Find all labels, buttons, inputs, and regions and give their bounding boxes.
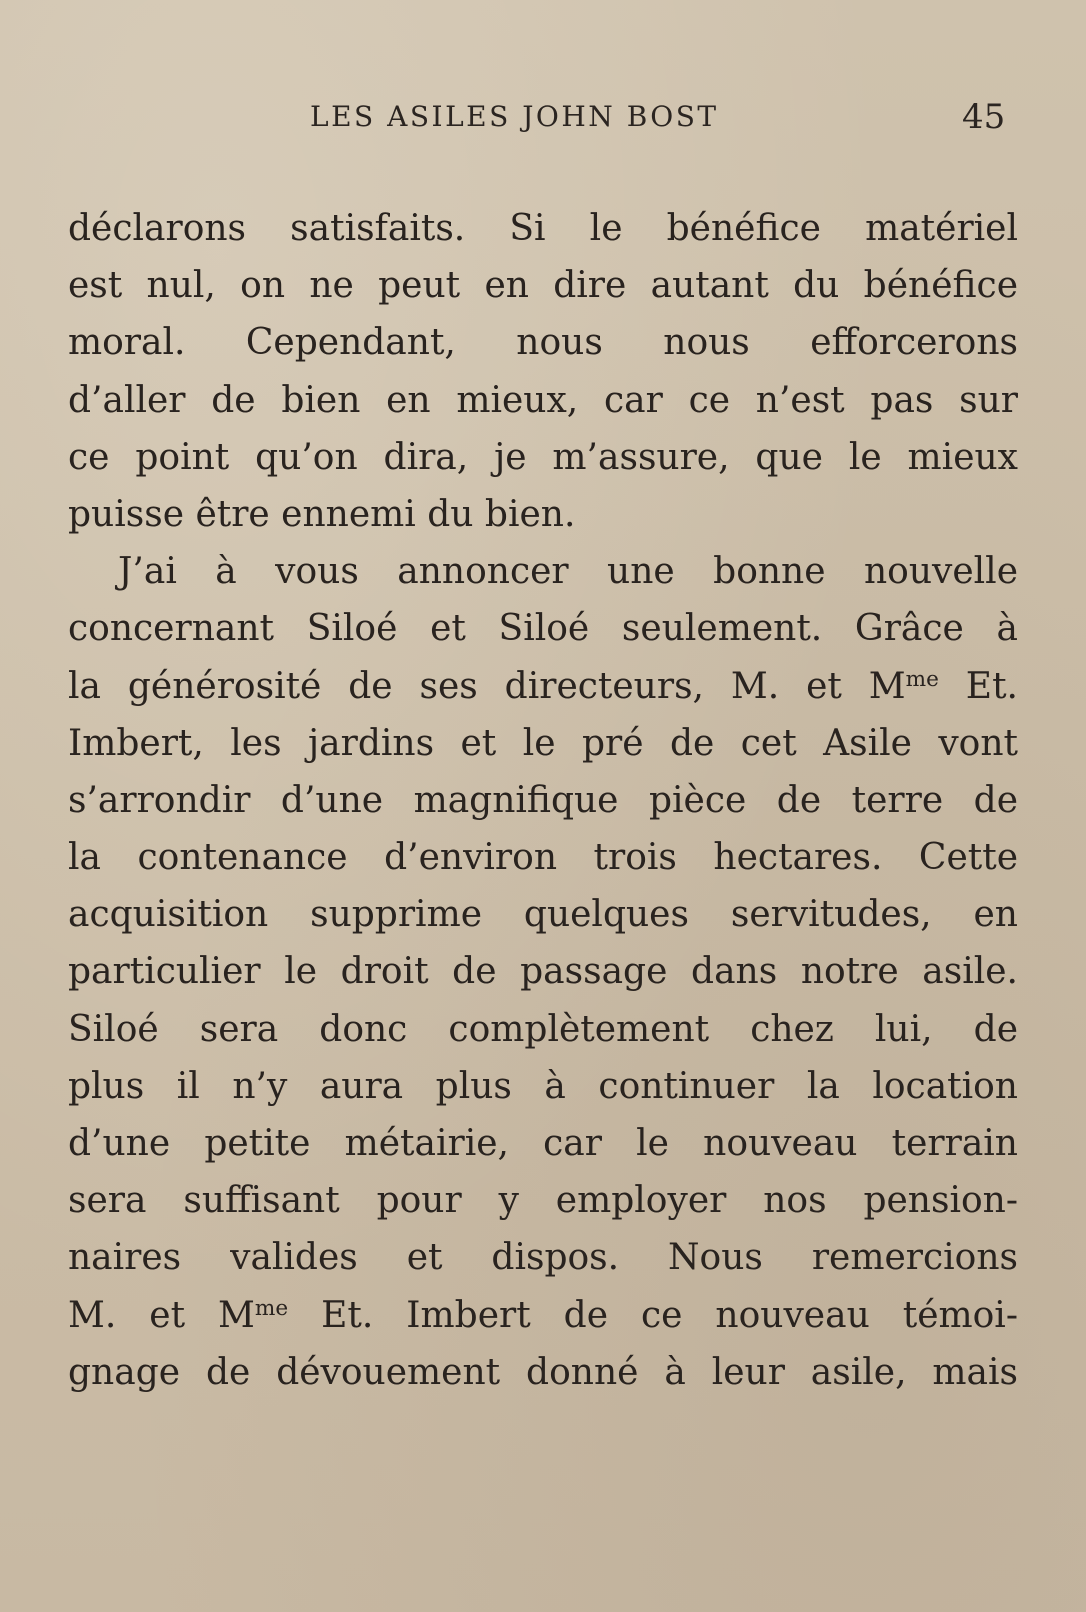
text-line: sera suffisant pour y employer nos pension- [68, 1180, 1018, 1222]
text-line: naires valides et dispos. Nous remercions [68, 1237, 1018, 1279]
superscript-abbreviation: me [905, 666, 939, 692]
text-line: plus il n’y aura plus à continuer la location [68, 1065, 1018, 1107]
text-line: déclarons satisfaits. Si le bénéfice matériel [68, 208, 1018, 249]
running-head [0, 97, 1086, 144]
text-line: s’arrondir d’une magnifique pièce de terre de [68, 779, 1018, 821]
text-line: M. et $M^{me}$ Et. Imbert de ce nouveau témoi- [68, 1294, 1018, 1336]
superscript-abbreviation: me [254, 1295, 289, 1321]
text-line: gnage de dévouement donné à leur asile, mais [68, 1351, 1018, 1393]
text-line: la générosité de ses directeurs, M. et $M^{me}$ Et. [68, 665, 1018, 707]
text-line: Siloé sera donc complètement chez lui, de [68, 1008, 1018, 1050]
text-line: la contenance d’environ trois hectares. Cette [68, 837, 1018, 879]
text-line: d’aller de bien en mieux, car ce n’est pas sur [68, 379, 1018, 421]
text-line: d’une petite métairie, car le nouveau terrain [68, 1123, 1018, 1164]
page-number: 45 [962, 97, 1006, 137]
text-line: particulier le droit de passage dans notre asile. [68, 951, 1018, 993]
text-line: acquisition supprime quelques servitudes, en [68, 894, 1018, 936]
text-line: Imbert, les jardins et le pré de cet Asile vont [68, 722, 1018, 764]
body-text [68, 200, 1018, 1401]
paragraph-start-line: J’ai à vous annoncer une bonne nouvelle [118, 551, 1018, 593]
running-title: LES ASILES JOHN BOST [310, 100, 719, 133]
text-line: concernant Siloé et Siloé seulement. Grâce à [68, 608, 1018, 650]
text-line: est nul, on ne peut en dire autant du bénéfice [68, 265, 1018, 307]
text-line: ce point qu’on dira, je m’assure, que le mieux [68, 436, 1018, 478]
text-line: puisse être ennemi du bien. [68, 493, 576, 535]
text-line: moral. Cependant, nous nous efforcerons [68, 322, 1018, 364]
